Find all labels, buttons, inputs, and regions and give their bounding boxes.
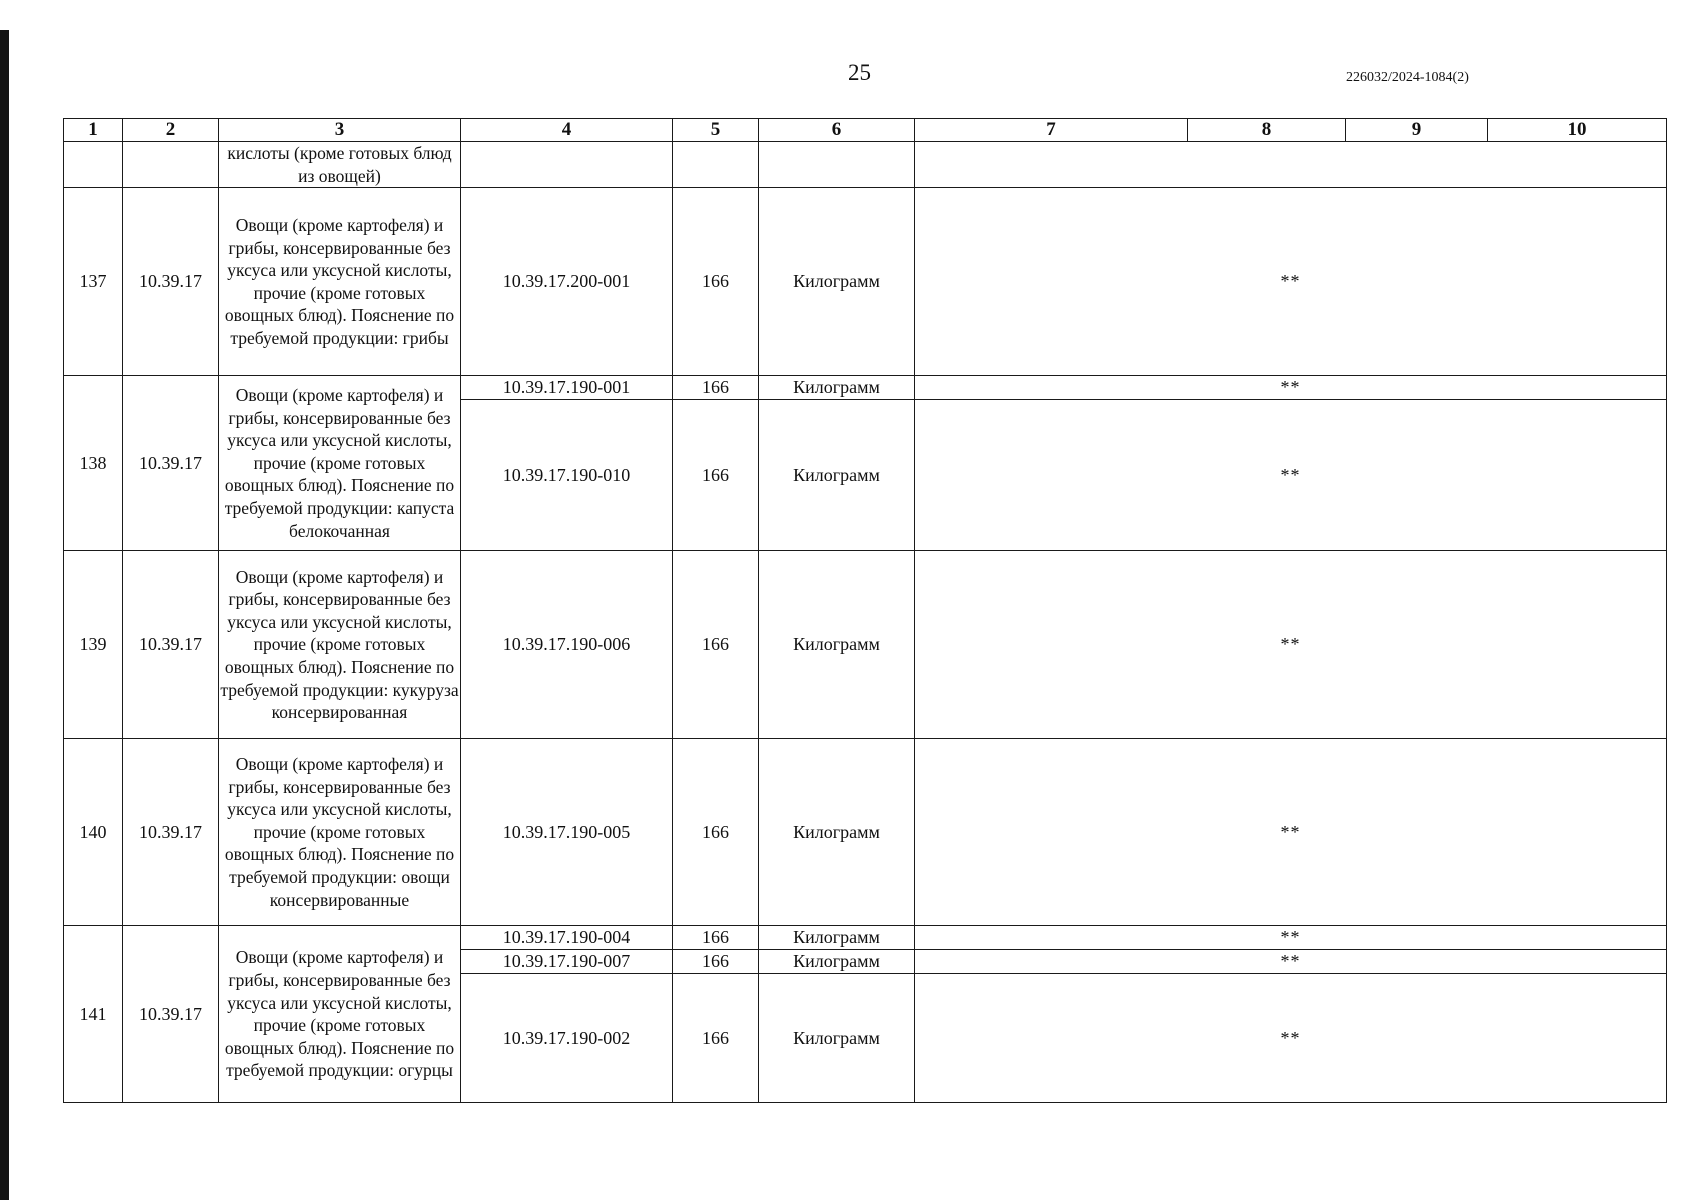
row-number-cell: 140 [64,739,123,926]
column-header: 1 [64,119,123,142]
okei-cell: 166 [673,926,759,950]
column-header: 5 [673,119,759,142]
value-cell: ** [915,926,1667,950]
table-row [64,739,1667,926]
code-cell [461,142,673,188]
table-row [64,926,1667,950]
code-cell: 10.39.17.190-001 [461,376,673,400]
table-row [64,188,1667,376]
row-number-cell: 141 [64,926,123,1103]
value-cell: ** [915,551,1667,739]
okei-cell: 166 [673,974,759,1103]
okpd-cell: 10.39.17 [123,376,219,551]
column-header: 4 [461,119,673,142]
okei-cell [673,142,759,188]
column-header: 3 [219,119,461,142]
unit-cell: Килограмм [759,974,915,1103]
column-header: 2 [123,119,219,142]
okpd-cell [123,142,219,188]
description-cell: Овощи (кроме картофеля) и грибы, консервированные без уксуса или уксусной кислоты, прочие (кроме готовых овощных блюд). Пояснение по требуемой продукции: грибы [219,188,461,376]
okpd-cell: 10.39.17 [123,926,219,1103]
unit-cell: Килограмм [759,188,915,376]
okpd-cell: 10.39.17 [123,551,219,739]
column-header-row [64,119,1667,142]
code-cell: 10.39.17.190-006 [461,551,673,739]
row-number-cell: 137 [64,188,123,376]
description-cell: Овощи (кроме картофеля) и грибы, консервированные без уксуса или уксусной кислоты, прочие (кроме готовых овощных блюд). Пояснение по требуемой продукции: огурцы [219,926,461,1103]
row-number-cell: 138 [64,376,123,551]
value-cell: ** [915,974,1667,1103]
value-cell: ** [915,400,1667,551]
unit-cell: Килограмм [759,376,915,400]
table-row [64,376,1667,400]
code-cell: 10.39.17.200-001 [461,188,673,376]
unit-cell [759,142,915,188]
okei-cell: 166 [673,551,759,739]
okei-cell: 166 [673,400,759,551]
okpd-cell: 10.39.17 [123,188,219,376]
row-number-cell [64,142,123,188]
continuation-row [64,142,1667,188]
okei-cell: 166 [673,950,759,974]
unit-cell: Килограмм [759,551,915,739]
okei-cell: 166 [673,739,759,926]
code-cell: 10.39.17.190-010 [461,400,673,551]
description-cell: кислоты (кроме готовых блюд из овощей) [219,142,461,188]
page-number: 25 [848,60,871,85]
unit-cell: Килограмм [759,739,915,926]
document-code: 226032/2024-1084(2) [1346,70,1469,85]
okei-cell: 166 [673,376,759,400]
okei-cell: 166 [673,188,759,376]
description-cell: Овощи (кроме картофеля) и грибы, консервированные без уксуса или уксусной кислоты, прочие (кроме готовых овощных блюд). Пояснение по требуемой продукции: овощи консервированные [219,739,461,926]
value-cell: ** [915,376,1667,400]
code-cell: 10.39.17.190-002 [461,974,673,1103]
code-cell: 10.39.17.190-004 [461,926,673,950]
column-header: 9 [1346,119,1488,142]
code-cell: 10.39.17.190-005 [461,739,673,926]
row-number-cell: 139 [64,551,123,739]
unit-cell: Килограмм [759,926,915,950]
column-header: 10 [1488,119,1667,142]
code-cell: 10.39.17.190-007 [461,950,673,974]
unit-cell: Килограмм [759,400,915,551]
value-cell: ** [915,739,1667,926]
product-table [63,118,1667,1103]
description-cell: Овощи (кроме картофеля) и грибы, консервированные без уксуса или уксусной кислоты, прочие (кроме готовых овощных блюд). Пояснение по требуемой продукции: кукуруза консервированная [219,551,461,739]
scan-edge [0,30,9,1200]
table-row [64,551,1667,739]
value-cell: ** [915,188,1667,376]
value-cell [915,142,1667,188]
column-header: 6 [759,119,915,142]
okpd-cell: 10.39.17 [123,739,219,926]
unit-cell: Килограмм [759,950,915,974]
description-cell: Овощи (кроме картофеля) и грибы, консервированные без уксуса или уксусной кислоты, прочие (кроме готовых овощных блюд). Пояснение по требуемой продукции: капуста белокочанная [219,376,461,551]
value-cell: ** [915,950,1667,974]
column-header: 8 [1188,119,1346,142]
column-header: 7 [915,119,1188,142]
